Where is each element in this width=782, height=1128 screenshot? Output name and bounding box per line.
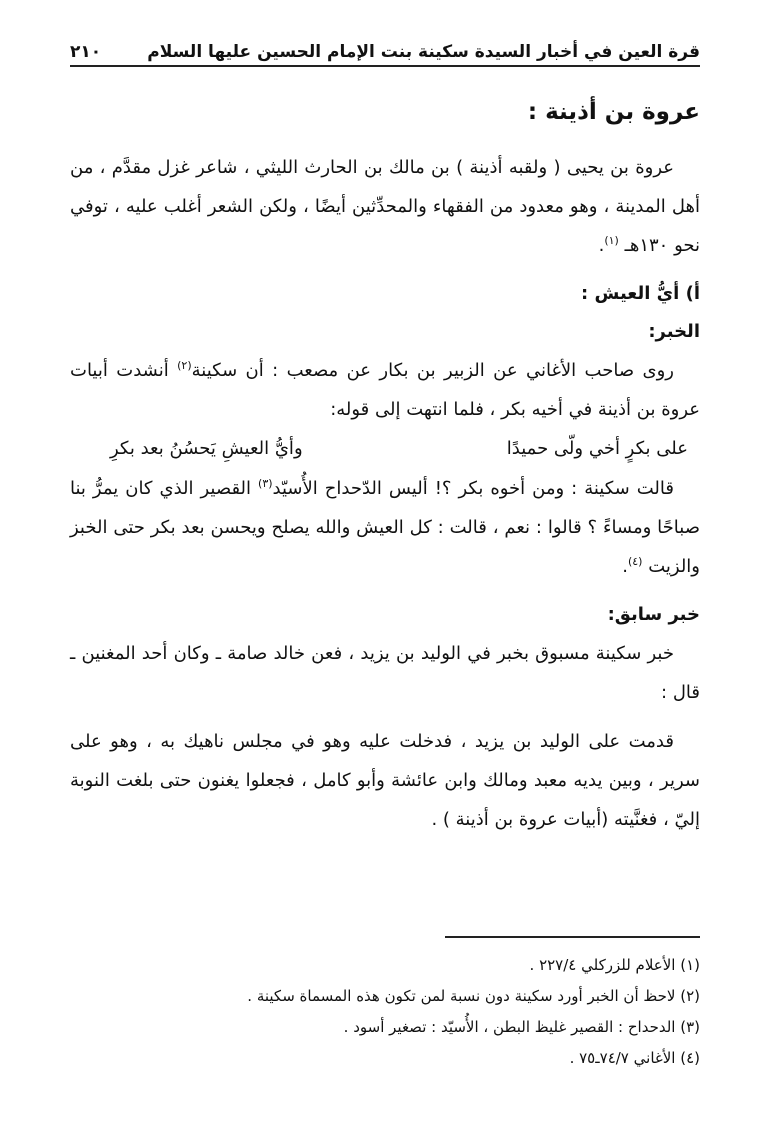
previous-news-heading: خبر سابق: (607, 604, 700, 625)
verse-hemistich-2: وأيُّ العيشِ يَحسُنُ بعد بكرِ (110, 438, 303, 459)
footnote-separator (445, 936, 700, 938)
running-title: قرة العين في أخبار السيدة سكينة بنت الإمام الحسين عليها السلام (147, 42, 700, 62)
narration-line-1: روى صاحب الأغاني عن الزبير بن بكار عن مصعب : أن سكينة (191, 360, 674, 381)
footnote-3: (٣) الدحداح : القصير غليظ البطن ، الأُسيّد : تصغير أسود . (343, 1018, 700, 1036)
bio-line-1: عروة بن يحيى ( ولقبه أذينة ) بن مالك بن الحارث الليثي ، شاعر غزل (157, 157, 674, 178)
bio-paragraph: عروة بن يحيى ( ولقبه أذينة ) بن مالك بن الحارث الليثي ، شاعر غزل مقدَّم ، من أهل المدينة ، وهو معدود من الفقهاء والمحدِّثين أيضًا ، ولكن الشعر أغلب عليه ، توفي نحو ١٣٠هـ $^{(١)}$. (70, 157, 700, 256)
running-header (70, 30, 700, 67)
story-line-1: قدمت على الوليد بن يزيد ، فدخلت عليه وهو في مجلس ناهيك به ، (146, 731, 674, 752)
poem-verse (70, 429, 700, 469)
bio-line-3: الشعر أغلب عليه ، توفي نحو ١٣٠هـ (70, 196, 700, 256)
story-paragraph (70, 722, 700, 839)
bio-line-2: مقدَّم ، من أهل المدينة ، وهو معدود من الفقهاء والمحدِّثين أيضًا ، ولكن (70, 157, 700, 217)
story-line-3: يغنون حتى بلغت النوبة إليّ ، فغنَّيته (أبيات عروة بن أذينة ) . (70, 770, 700, 830)
footnote-ref-2: (٢) (177, 359, 192, 372)
reply-line-3: يصلح ويحسن بعد بكر حتى الخبز والزيت (70, 517, 700, 577)
khabar-label: الخبر: (648, 321, 700, 342)
reply-paragraph: قالت سكينة : ومن أخوه بكر ؟! أليس الدّحداح الأُسيّد$^{(٣)}$ القصير الذي كان يمرُّ بنا صباحًا ومساءً ؟ قالوا : نعم ، قالت : كل العيش والله يصلح ويحسن بعد بكر حتى الخبز والزيت $^{(٤)}$. (70, 477, 700, 577)
previous-news-paragraph (70, 634, 700, 712)
page-number: ٢١٠ (70, 42, 102, 62)
reply-line-2: القصير الذي كان يمرُّ بنا صباحًا ومساءً ؟ قالوا : نعم ، قالت : كل العيش والله (70, 478, 700, 538)
narration-paragraph (70, 351, 700, 429)
footnote-ref-3: (٣) (258, 477, 273, 490)
story-line-2: وهو على سرير ، وبين يديه معبد ومالك وابن عائشة وأبو كامل ، فجعلوا (70, 731, 700, 791)
footnote-4: (٤) الأغاني ٧٤/٧ـ٧٥ . (569, 1049, 700, 1067)
narration-line-2: أنشدت أبيات عروة بن أذينة في أخيه بكر ، فلما انتهت إلى قوله: (70, 360, 700, 420)
previous-news-line-2: أحد المغنين ـ قال : (70, 643, 700, 703)
footnotes (70, 950, 700, 1074)
main-text (70, 92, 700, 839)
footnote-1: (١) الأعلام للزركلي ٢٢٧/٤ . (529, 956, 700, 974)
verse-hemistich-1: على بكرٍ أخي ولّى حميدًا (506, 438, 688, 459)
footnote-ref-1: (١) (604, 234, 619, 247)
footnote-2: (٢) لاحظ أن الخبر أورد سكينة دون نسبة لمن تكون هذه المسماة سكينة . (247, 987, 700, 1005)
section-title: عروة بن أذينة : (527, 99, 700, 125)
previous-news-line-1: خبر سكينة مسبوق بخبر في الوليد بن يزيد ، فعن خالد صامة ـ وكان (173, 643, 674, 664)
subsection-heading-a: أ) أيُّ العيش : (581, 283, 700, 304)
footnote-ref-4: (٤) (627, 555, 643, 568)
reply-line-1: قالت سكينة : ومن أخوه بكر ؟! أليس الدّحداح الأُسيّد (272, 478, 674, 499)
